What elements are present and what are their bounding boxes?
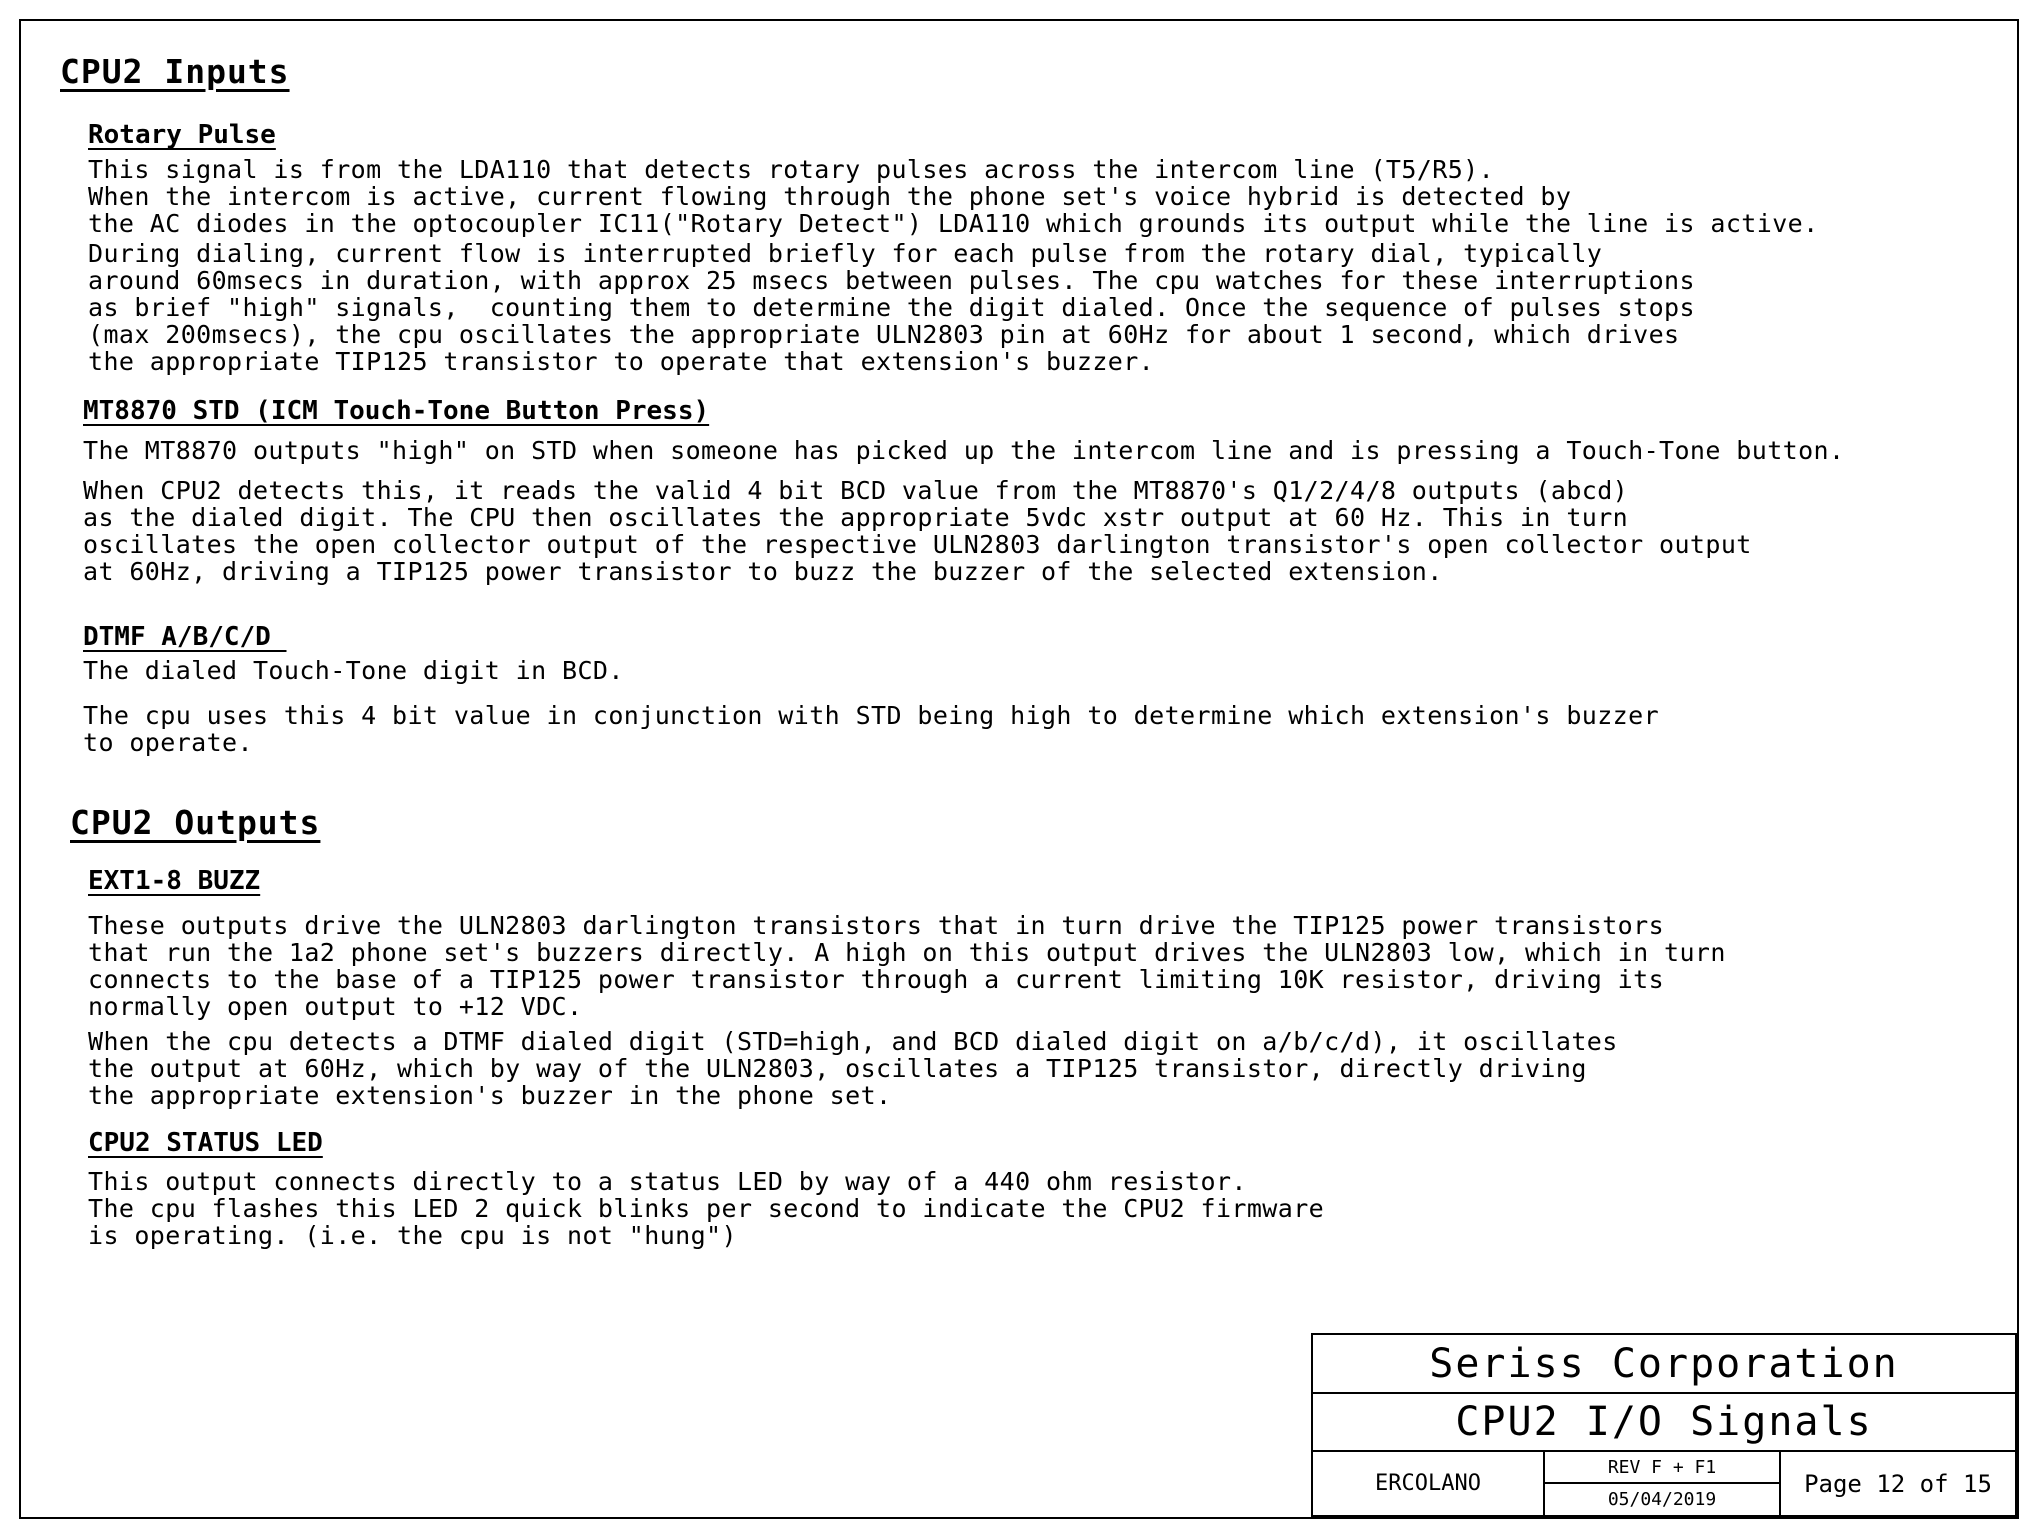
std-heading: MT8870 STD (ICM Touch-Tone Button Press)	[83, 396, 710, 426]
outputs-title: CPU2 Outputs	[70, 803, 321, 842]
status-led-para-1: This output connects directly to a status LED by way of a 440 ohm resistor. The cpu flashes this LED 2 quick blinks per second to indicate the CPU2 firmware is operating. (i.e. the cpu is not "hung")	[88, 1167, 1325, 1250]
status-led-heading: CPU2 STATUS LED	[88, 1128, 323, 1158]
author-name: ERCOLANO	[1313, 1452, 1545, 1515]
dtmf-heading: DTMF A/B/C/D	[83, 622, 287, 652]
revision-label: REV F + F1	[1545, 1452, 1781, 1484]
inputs-title: CPU2 Inputs	[60, 52, 290, 91]
rotary-pulse-para-2: During dialing, current flow is interrupted briefly for each pulse from the rotary dial, typically around 60msecs in duration, with approx 25 msecs between pulses. The cpu watches for these interruptions as brief "high" signals, counting them to determine the digit dialed. Once the sequence of pulses stops (max 200msecs), the cpu oscillates the appropriate ULN2803 pin at 60Hz for about 1 second, which drives the appropriate TIP125 transistor to operate that extension's buzzer.	[88, 239, 1695, 376]
ext-buzz-para-1: These outputs drive the ULN2803 darlington transistors that in turn drive the TIP125 power transistors that run the 1a2 phone set's buzzers directly. A high on this output drives the ULN2803 low, which in turn connects to the base of a TIP125 power transistor through a current limiting 10K resistor, driving its normally open output to +12 VDC.	[88, 911, 1726, 1021]
company-name: Seriss Corporation	[1313, 1335, 2015, 1394]
ext-buzz-para-2: When the cpu detects a DTMF dialed digit (STD=high, and BCD dialed digit on a/b/c/d), it oscillates the output at 60Hz, which by way of the ULN2803, oscillates a TIP125 transistor, directly driving the appropriate extension's buzzer in the phone set.	[88, 1027, 1618, 1110]
dtmf-para-2: The cpu uses this 4 bit value in conjunction with STD being high to determine which extension's buzzer to operate.	[83, 701, 1660, 757]
std-para-2: When CPU2 detects this, it reads the valid 4 bit BCD value from the MT8870's Q1/2/4/8 outputs (abcd) as the dialed digit. The CPU then oscillates the appropriate 5vdc xstr output at 60 Hz. This in turn oscillates the open collector output of the respective ULN2803 darlington transistor's open collector output at 60Hz, driving a TIP125 power transistor to buzz the buzzer of the selected extension.	[83, 476, 1752, 586]
page-number: Page 12 of 15	[1804, 1469, 1992, 1498]
ext-buzz-heading: EXT1-8 BUZZ	[88, 866, 261, 896]
rotary-pulse-para-1: This signal is from the LDA110 that detects rotary pulses across the intercom line (T5/R5). When the intercom is active, current flowing through the phone set's voice hybrid is detected by the AC diodes in the optocoupler IC11("Rotary Detect") LDA110 which grounds its output while the line is active.	[88, 155, 1819, 238]
revision-date: 05/04/2019	[1545, 1484, 1781, 1515]
title-block	[1311, 1333, 2017, 1517]
rotary-pulse-heading: Rotary Pulse	[88, 120, 276, 150]
sheet-title: CPU2 I/O Signals	[1313, 1394, 2015, 1452]
std-para-1: The MT8870 outputs "high" on STD when someone has picked up the intercom line and is pressing a Touch-Tone button.	[83, 436, 1845, 465]
dtmf-para-1: The dialed Touch-Tone digit in BCD.	[83, 656, 624, 685]
